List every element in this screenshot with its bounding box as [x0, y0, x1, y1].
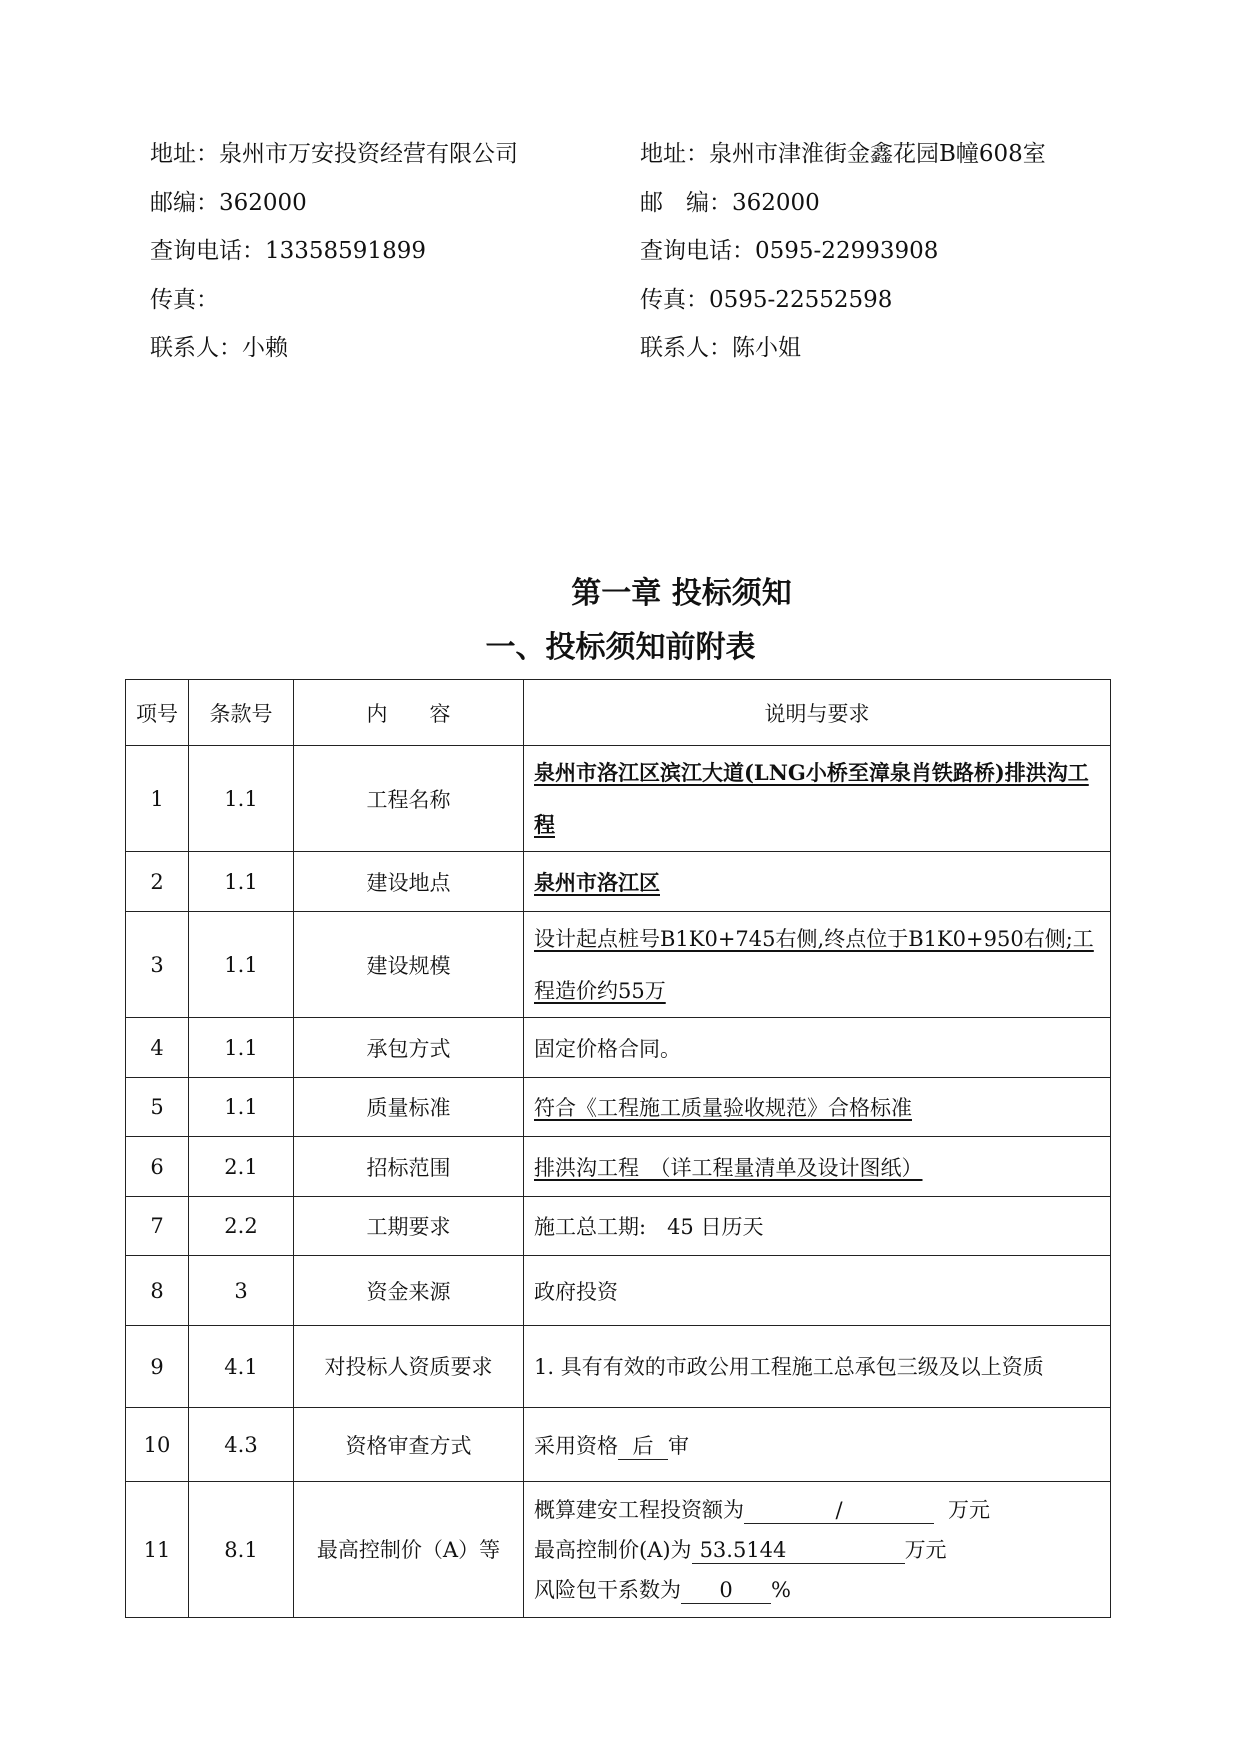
- row-item: 资格审查方式: [294, 1408, 524, 1482]
- issuer-phone: 查询电话：13358591899: [150, 238, 426, 264]
- project-scale: 设计起点桩号B1K0+745右侧,终点位于B1K0+950右侧;工程造价约55万: [534, 926, 1094, 1003]
- table-row: [126, 1326, 1111, 1408]
- row-clause: 1.1: [189, 912, 294, 1018]
- bid-scope: 排洪沟工程 （详工程量清单及设计图纸）: [534, 1155, 923, 1180]
- row-clause: 1.1: [189, 1018, 294, 1078]
- row-item: 质量标准: [294, 1078, 524, 1137]
- agent-fax: 传真：0595-22552598: [640, 286, 893, 313]
- table-header-row: [126, 680, 1111, 746]
- row-clause: 2.2: [189, 1197, 294, 1256]
- issuer-contact-block: [150, 130, 518, 373]
- row-item: 资金来源: [294, 1256, 524, 1326]
- row-item: 工期要求: [294, 1197, 524, 1256]
- table-row: [126, 1078, 1111, 1137]
- max-price-line: 最高控制价(A)为 53.5144 万元: [534, 1537, 947, 1562]
- table-row: [126, 746, 1111, 852]
- qualification-review-prefix: 采用资格: [534, 1433, 618, 1458]
- project-name: 泉州市洛江区滨江大道(LNG小桥至漳泉肖铁路桥)排洪沟工程: [534, 759, 1089, 837]
- row-item: 招标范围: [294, 1137, 524, 1197]
- table-row: [126, 852, 1111, 912]
- row-desc: [524, 746, 1111, 852]
- row-no: 6: [126, 1137, 189, 1197]
- row-item: 承包方式: [294, 1018, 524, 1078]
- row-desc: 固定价格合同。: [524, 1018, 1111, 1078]
- row-clause: 1.1: [189, 746, 294, 852]
- header-clause: 条款号: [189, 680, 294, 746]
- issuer-fax: 传真：: [150, 286, 219, 313]
- row-item: 工程名称: [294, 746, 524, 852]
- table-row: [126, 1197, 1111, 1256]
- row-clause: 1.1: [189, 1078, 294, 1137]
- chapter-title: 第一章 投标须知: [571, 576, 792, 611]
- table-row: [126, 1018, 1111, 1078]
- row-desc: 施工总工期: 45 日历天: [524, 1197, 1111, 1256]
- quality-standard: 符合《工程施工质量验收规范》合格标准: [534, 1096, 912, 1120]
- table-row: [126, 1408, 1111, 1482]
- risk-coefficient-blank: 0: [681, 1577, 771, 1604]
- header-item: 内 容: [294, 680, 524, 746]
- qualification-review-blank: 后: [618, 1433, 668, 1460]
- row-no: 7: [126, 1197, 189, 1256]
- header-no: 项号: [126, 680, 189, 746]
- table-row: [126, 1137, 1111, 1197]
- row-desc: [524, 1408, 1111, 1482]
- budget-blank: /: [744, 1497, 934, 1524]
- issuer-contact-person: 联系人：小赖: [150, 335, 288, 361]
- row-item: 最高控制价（A）等: [294, 1482, 524, 1618]
- row-clause: 4.3: [189, 1408, 294, 1482]
- row-no: 1: [126, 746, 189, 852]
- risk-coefficient-line: 风险包干系数为 0 %: [534, 1577, 791, 1602]
- row-clause: 4.1: [189, 1326, 294, 1408]
- table-row: [126, 1482, 1111, 1618]
- section-title: 一、投标须知前附表: [485, 630, 756, 665]
- row-no: 11: [126, 1482, 189, 1618]
- agent-address: 地址：泉州市津淮街金鑫花园B幢608室: [640, 141, 1046, 167]
- row-no: 2: [126, 852, 189, 912]
- row-desc: [524, 1482, 1111, 1618]
- row-clause: 2.1: [189, 1137, 294, 1197]
- row-item: 建设地点: [294, 852, 524, 912]
- qualification-review-suffix: 审: [668, 1433, 689, 1458]
- row-clause: 8.1: [189, 1482, 294, 1618]
- issuer-address: 地址：泉州市万安投资经营有限公司: [150, 141, 518, 167]
- row-no: 4: [126, 1018, 189, 1078]
- bid-notice-table: [125, 679, 1111, 1618]
- row-desc: [524, 912, 1111, 1018]
- agent-contact-person: 联系人：陈小姐: [640, 335, 801, 361]
- budget-line: 概算建安工程投资额为 / 万元: [534, 1497, 990, 1522]
- row-desc: 1. 具有有效的市政公用工程施工总承包三级及以上资质: [524, 1326, 1111, 1408]
- row-no: 10: [126, 1408, 189, 1482]
- row-desc: [524, 1137, 1111, 1197]
- project-location: 泉州市洛江区: [534, 869, 660, 895]
- row-clause: 1.1: [189, 852, 294, 912]
- row-desc: 政府投资: [524, 1256, 1111, 1326]
- agent-contact-block: [640, 130, 1046, 373]
- max-price-blank: 53.5144: [692, 1537, 905, 1564]
- row-clause: 3: [189, 1256, 294, 1326]
- row-no: 8: [126, 1256, 189, 1326]
- row-item: 建设规模: [294, 912, 524, 1018]
- row-desc: [524, 852, 1111, 912]
- table-row: [126, 1256, 1111, 1326]
- row-no: 3: [126, 912, 189, 1018]
- table-row: [126, 912, 1111, 1018]
- row-desc: [524, 1078, 1111, 1137]
- row-no: 5: [126, 1078, 189, 1137]
- row-no: 9: [126, 1326, 189, 1408]
- agent-phone: 查询电话：0595-22993908: [640, 238, 939, 264]
- agent-postcode: 邮 编：362000: [640, 189, 820, 216]
- row-item: 对投标人资质要求: [294, 1326, 524, 1408]
- issuer-postcode: 邮编：362000: [150, 189, 307, 216]
- header-desc: 说明与要求: [524, 680, 1111, 746]
